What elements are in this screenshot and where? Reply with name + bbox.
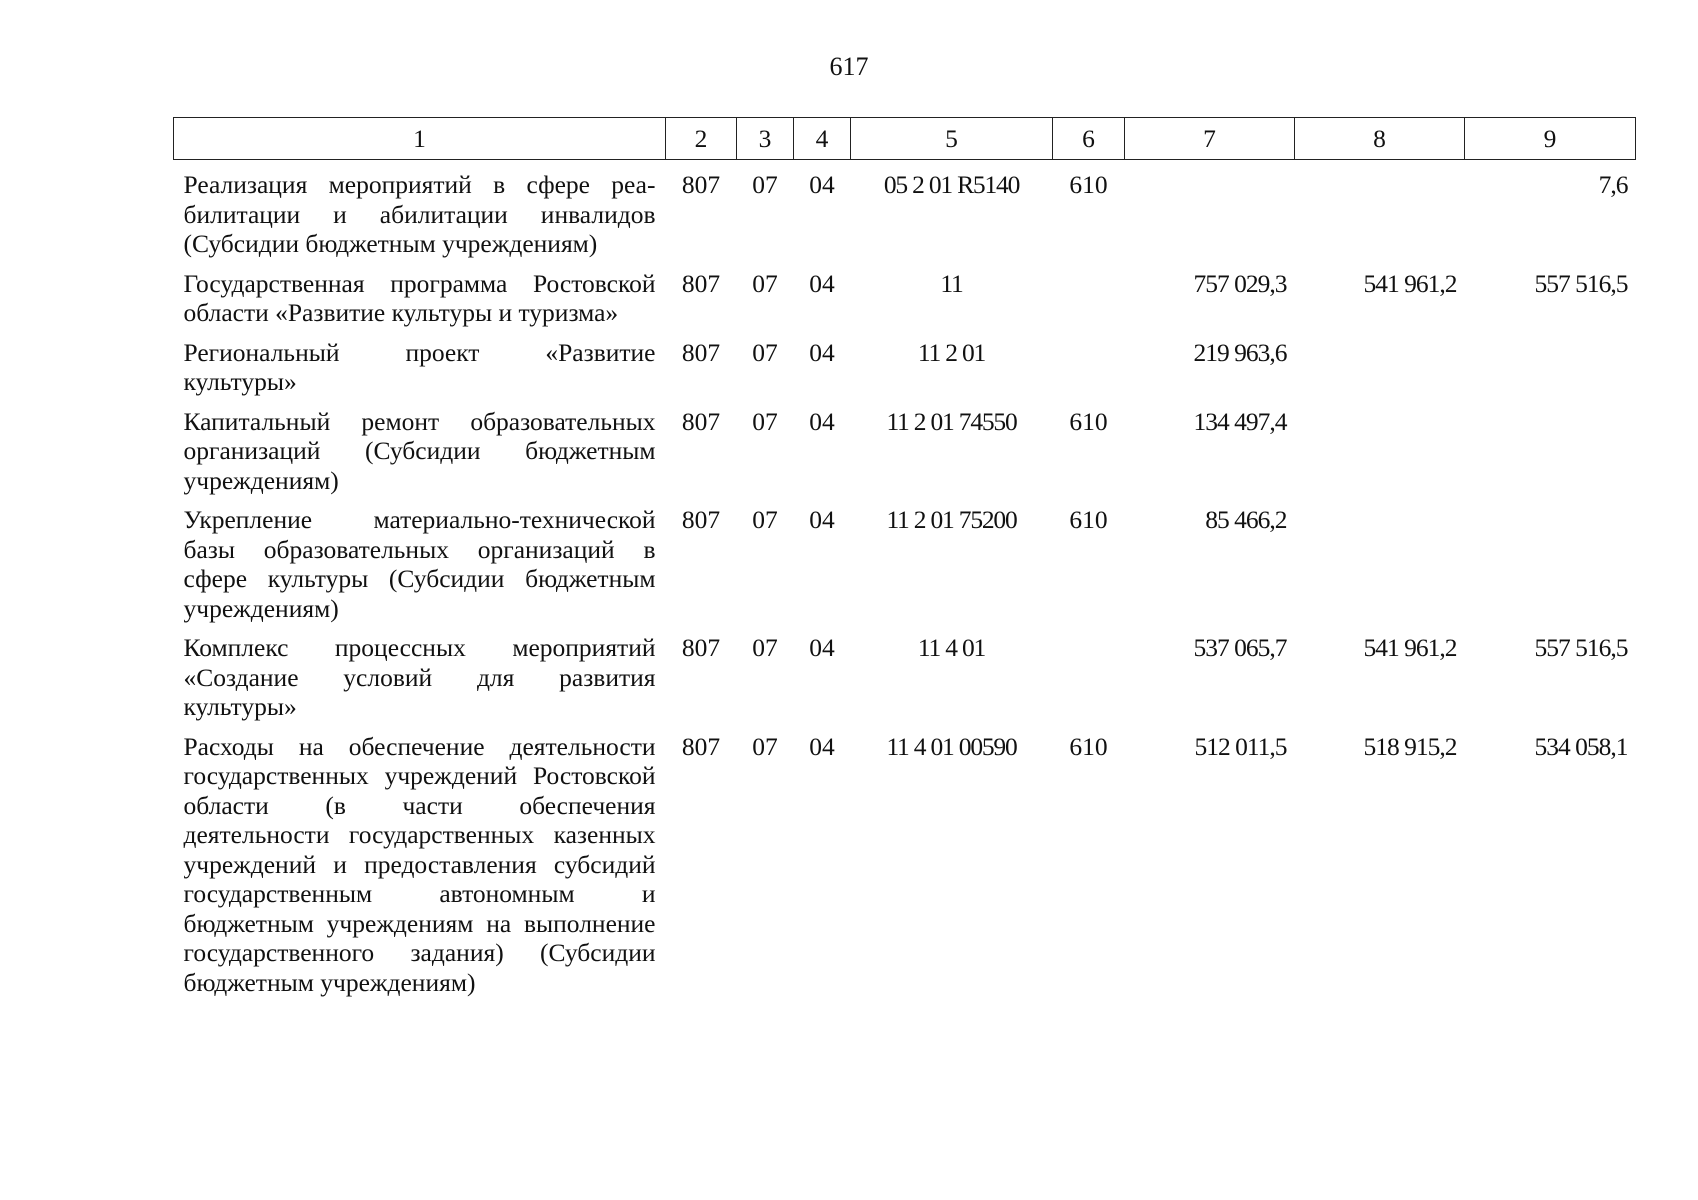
header-row	[174, 118, 1636, 160]
cell-col8: 541 961,2	[1363, 633, 1457, 662]
table-row	[174, 722, 1636, 998]
cell-col8	[1295, 397, 1465, 496]
row-description: Капитальный ремонт образовательных организаций (Субсидии бюджетным учреждениям)	[183, 406, 656, 495]
cell-col2: 807	[681, 268, 721, 298]
column-header-6: 6	[1053, 118, 1125, 160]
cell-col5: 11 2 01	[917, 337, 986, 367]
table-row	[174, 495, 1636, 623]
cell-col2: 807	[681, 731, 721, 761]
cell-col7: 85 466,2	[1205, 505, 1287, 534]
row-description: Реализация мероприятий в сфере реабилитации и абилитации инвалидов (Субсидии бюджетным учреждениям)	[183, 170, 656, 258]
cell-col8	[1295, 328, 1465, 397]
cell-col2: 807	[681, 633, 721, 662]
cell-col4: 04	[809, 406, 835, 436]
column-header-8: 8	[1295, 118, 1465, 160]
row-description: Государственная программа Ростовской области «Развитие культуры и туризма»	[183, 268, 656, 327]
cell-col7	[1125, 160, 1295, 259]
column-header-9: 9	[1465, 118, 1636, 160]
table-row	[174, 328, 1636, 397]
cell-col4: 04	[809, 268, 835, 298]
cell-col7: 537 065,7	[1193, 633, 1287, 662]
cell-col8	[1295, 495, 1465, 623]
cell-col9	[1465, 328, 1636, 397]
row-description: Комплекс процессных мероприятий «Создание условий для развития культуры»	[183, 633, 656, 721]
cell-col5: 11 4 01 00590	[886, 731, 1017, 761]
cell-col6: 610	[1069, 731, 1108, 761]
cell-col7: 757 029,3	[1193, 268, 1287, 298]
cell-col9	[1465, 397, 1636, 496]
cell-col8: 518 915,2	[1363, 731, 1457, 761]
cell-col6: 610	[1069, 505, 1108, 534]
column-header-2: 2	[666, 118, 737, 160]
cell-col3: 07	[752, 406, 778, 436]
cell-col2: 807	[681, 505, 721, 534]
row-description: Расходы на обеспечение деятельности государственных учреждений Ростовской области (в части обеспечения деятельности государственных казенных учреждений и предоставления субсидий государственным автономным и бюджетным учреждениям на выполнение государственного задания) (Субсидии бюджетным учреждениям)	[183, 731, 656, 997]
cell-col6: 610	[1069, 406, 1108, 436]
cell-col7: 134 497,4	[1193, 406, 1287, 436]
table-row	[174, 397, 1636, 496]
cell-col5: 05 2 01 R5140	[883, 170, 1020, 199]
column-header-3: 3	[737, 118, 794, 160]
cell-col5: 11 2 01 74550	[886, 406, 1017, 436]
cell-col6: 610	[1069, 170, 1108, 199]
column-header-1: 1	[174, 118, 666, 160]
cell-col4: 04	[809, 505, 835, 534]
table-row	[174, 623, 1636, 722]
cell-col3: 07	[752, 337, 778, 367]
cell-col9: 557 516,5	[1534, 268, 1628, 298]
cell-col3: 07	[752, 170, 778, 199]
cell-col9: 7,6	[1598, 170, 1628, 199]
cell-col5: 11 4 01	[917, 633, 986, 662]
page-number: 617	[829, 52, 869, 81]
cell-col2: 807	[681, 406, 721, 436]
cell-col4: 04	[809, 731, 835, 761]
cell-col4: 04	[809, 170, 835, 199]
cell-col3: 07	[752, 268, 778, 298]
column-header-7: 7	[1125, 118, 1295, 160]
cell-col6	[1053, 259, 1125, 328]
cell-col5: 11	[940, 268, 963, 298]
cell-col6	[1053, 328, 1125, 397]
cell-col2: 807	[681, 337, 721, 367]
cell-col8	[1295, 160, 1465, 259]
column-header-5: 5	[851, 118, 1053, 160]
table-row	[174, 259, 1636, 328]
cell-col6	[1053, 623, 1125, 722]
budget-table	[173, 117, 1636, 997]
cell-col9: 534 058,1	[1534, 731, 1628, 761]
cell-col5: 11 2 01 75200	[886, 505, 1017, 534]
cell-col2: 807	[681, 170, 721, 199]
column-header-4: 4	[794, 118, 851, 160]
row-description: Укрепление материально-технической базы образовательных организаций в сфере культуры (Субсидии бюджетным учреждениям)	[183, 505, 656, 623]
cell-col9	[1465, 495, 1636, 623]
cell-col7: 219 963,6	[1193, 337, 1287, 367]
cell-col7: 512 011,5	[1194, 731, 1287, 761]
cell-col8: 541 961,2	[1363, 268, 1457, 298]
row-description: Региональный проект «Развитие культуры»	[183, 337, 656, 396]
cell-col3: 07	[752, 505, 778, 534]
cell-col3: 07	[752, 633, 778, 662]
cell-col3: 07	[752, 731, 778, 761]
cell-col4: 04	[809, 337, 835, 367]
cell-col4: 04	[809, 633, 835, 662]
table-row	[174, 160, 1636, 259]
cell-col9: 557 516,5	[1534, 633, 1628, 662]
